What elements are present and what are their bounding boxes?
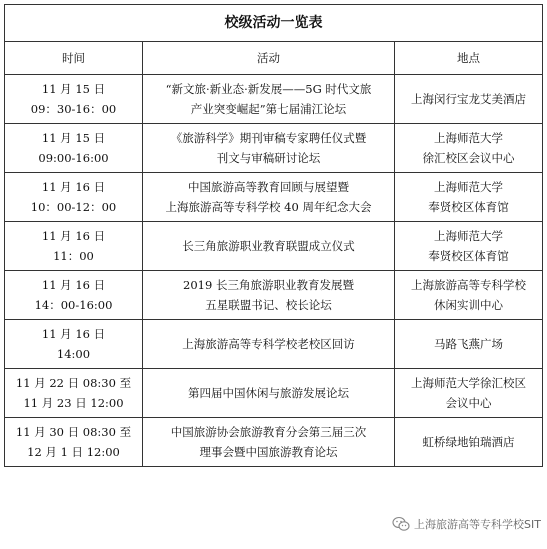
cell-place-line: 上海旅游高等专科学校 [411,278,527,292]
table-header-row [5,42,543,75]
cell-place-line: 上海师范大学徐汇校区 [411,376,527,390]
cell-activity [143,222,395,271]
header-activity: 活动 [143,42,395,75]
cell-time-line: 14:00 [56,347,91,361]
cell-place [395,369,543,418]
cell-time-line: 09:00-16:00 [38,151,109,165]
cell-activity [143,173,395,222]
cell-time-line: 14：00-16:00 [34,298,113,312]
cell-place-line: 徐汇校区会议中心 [422,151,515,165]
cell-activity-line: “新文旅·新业态·新发展——5G 时代文旅 [165,82,372,96]
watermark [392,516,541,532]
cell-time [5,222,143,271]
cell-place-line: 上海闵行宝龙艾美酒店 [411,92,527,106]
cell-place-line: 会议中心 [445,396,492,410]
header-time: 时间 [5,42,143,75]
cell-place-line: 休闲实训中心 [434,298,504,312]
cell-time-line: 10：00-12：00 [30,200,117,214]
cell-place-line: 奉贤校区体育馆 [428,200,509,214]
cell-place [395,418,543,467]
table-row [5,222,543,271]
table-row [5,418,543,467]
wechat-icon [392,516,410,532]
cell-time-line: 11：00 [53,249,94,263]
cell-activity-line: 理事会暨中国旅游教育论坛 [199,445,338,459]
cell-place [395,222,543,271]
cell-activity [143,369,395,418]
table-row [5,173,543,222]
cell-place-line: 虹桥绿地铂瑞酒店 [422,435,515,449]
cell-time [5,369,143,418]
cell-activity-line: 中国旅游协会旅游教育分会第三届三次 [170,425,367,439]
cell-place [395,320,543,369]
cell-time [5,271,143,320]
cell-time [5,418,143,467]
watermark-text: 上海旅游高等专科学校SIT [414,518,541,531]
cell-activity [143,271,395,320]
cell-time-line: 12 月 1 日 12:00 [27,445,120,459]
cell-place-line: 奉贤校区体育馆 [428,249,509,263]
cell-activity [143,418,395,467]
cell-time-line: 11 月 23 日 12:00 [23,396,124,410]
cell-activity-line: 产业突变崛起”第七届浦江论坛 [190,102,347,116]
cell-activity-line: 中国旅游高等教育回顾与展望暨 [188,180,349,194]
cell-activity-line: 《旅游科学》期刊审稿专家聘任仪式暨 [170,131,367,145]
cell-time [5,320,143,369]
table-row [5,320,543,369]
cell-time [5,124,143,173]
cell-place-line: 上海师范大学 [434,229,504,243]
cell-activity [143,320,395,369]
header-place: 地点 [395,42,543,75]
table-row [5,124,543,173]
cell-time-line: 11 月 16 日 [41,180,106,194]
cell-activity-line: 上海旅游高等专科学校 40 周年纪念大会 [165,200,372,214]
cell-place-line: 马路飞燕广场 [434,337,504,351]
cell-time-line: 11 月 16 日 [41,229,106,243]
cell-activity [143,124,395,173]
cell-place [395,271,543,320]
cell-activity-line: 第四届中国休闲与旅游发展论坛 [188,386,349,400]
table-title: 校级活动一览表 [5,5,543,42]
cell-place [395,75,543,124]
cell-place [395,173,543,222]
table-row [5,369,543,418]
activity-schedule-table [4,4,543,467]
cell-time [5,75,143,124]
table-row [5,75,543,124]
table-row [5,271,543,320]
cell-activity-line: 五星联盟书记、校长论坛 [205,298,332,312]
cell-activity-line: 2019 长三角旅游职业教育发展暨 [183,278,354,292]
cell-time [5,173,143,222]
cell-time-line: 09：30-16：00 [30,102,117,116]
cell-time-line: 11 月 15 日 [41,131,106,145]
cell-time-line: 11 月 15 日 [41,82,106,96]
cell-time-line: 11 月 22 日 08:30 至 [15,376,132,390]
cell-place-line: 上海师范大学 [434,180,504,194]
cell-activity-line: 长三角旅游职业教育联盟成立仪式 [182,239,355,253]
cell-activity-line: 上海旅游高等专科学校老校区回访 [182,337,355,351]
cell-activity-line: 刊文与审稿研讨论坛 [216,151,321,165]
cell-place [395,124,543,173]
cell-time-line: 11 月 16 日 [41,278,106,292]
cell-time-line: 11 月 30 日 08:30 至 [15,425,132,439]
cell-place-line: 上海师范大学 [434,131,504,145]
cell-time-line: 11 月 16 日 [41,327,106,341]
cell-activity [143,75,395,124]
